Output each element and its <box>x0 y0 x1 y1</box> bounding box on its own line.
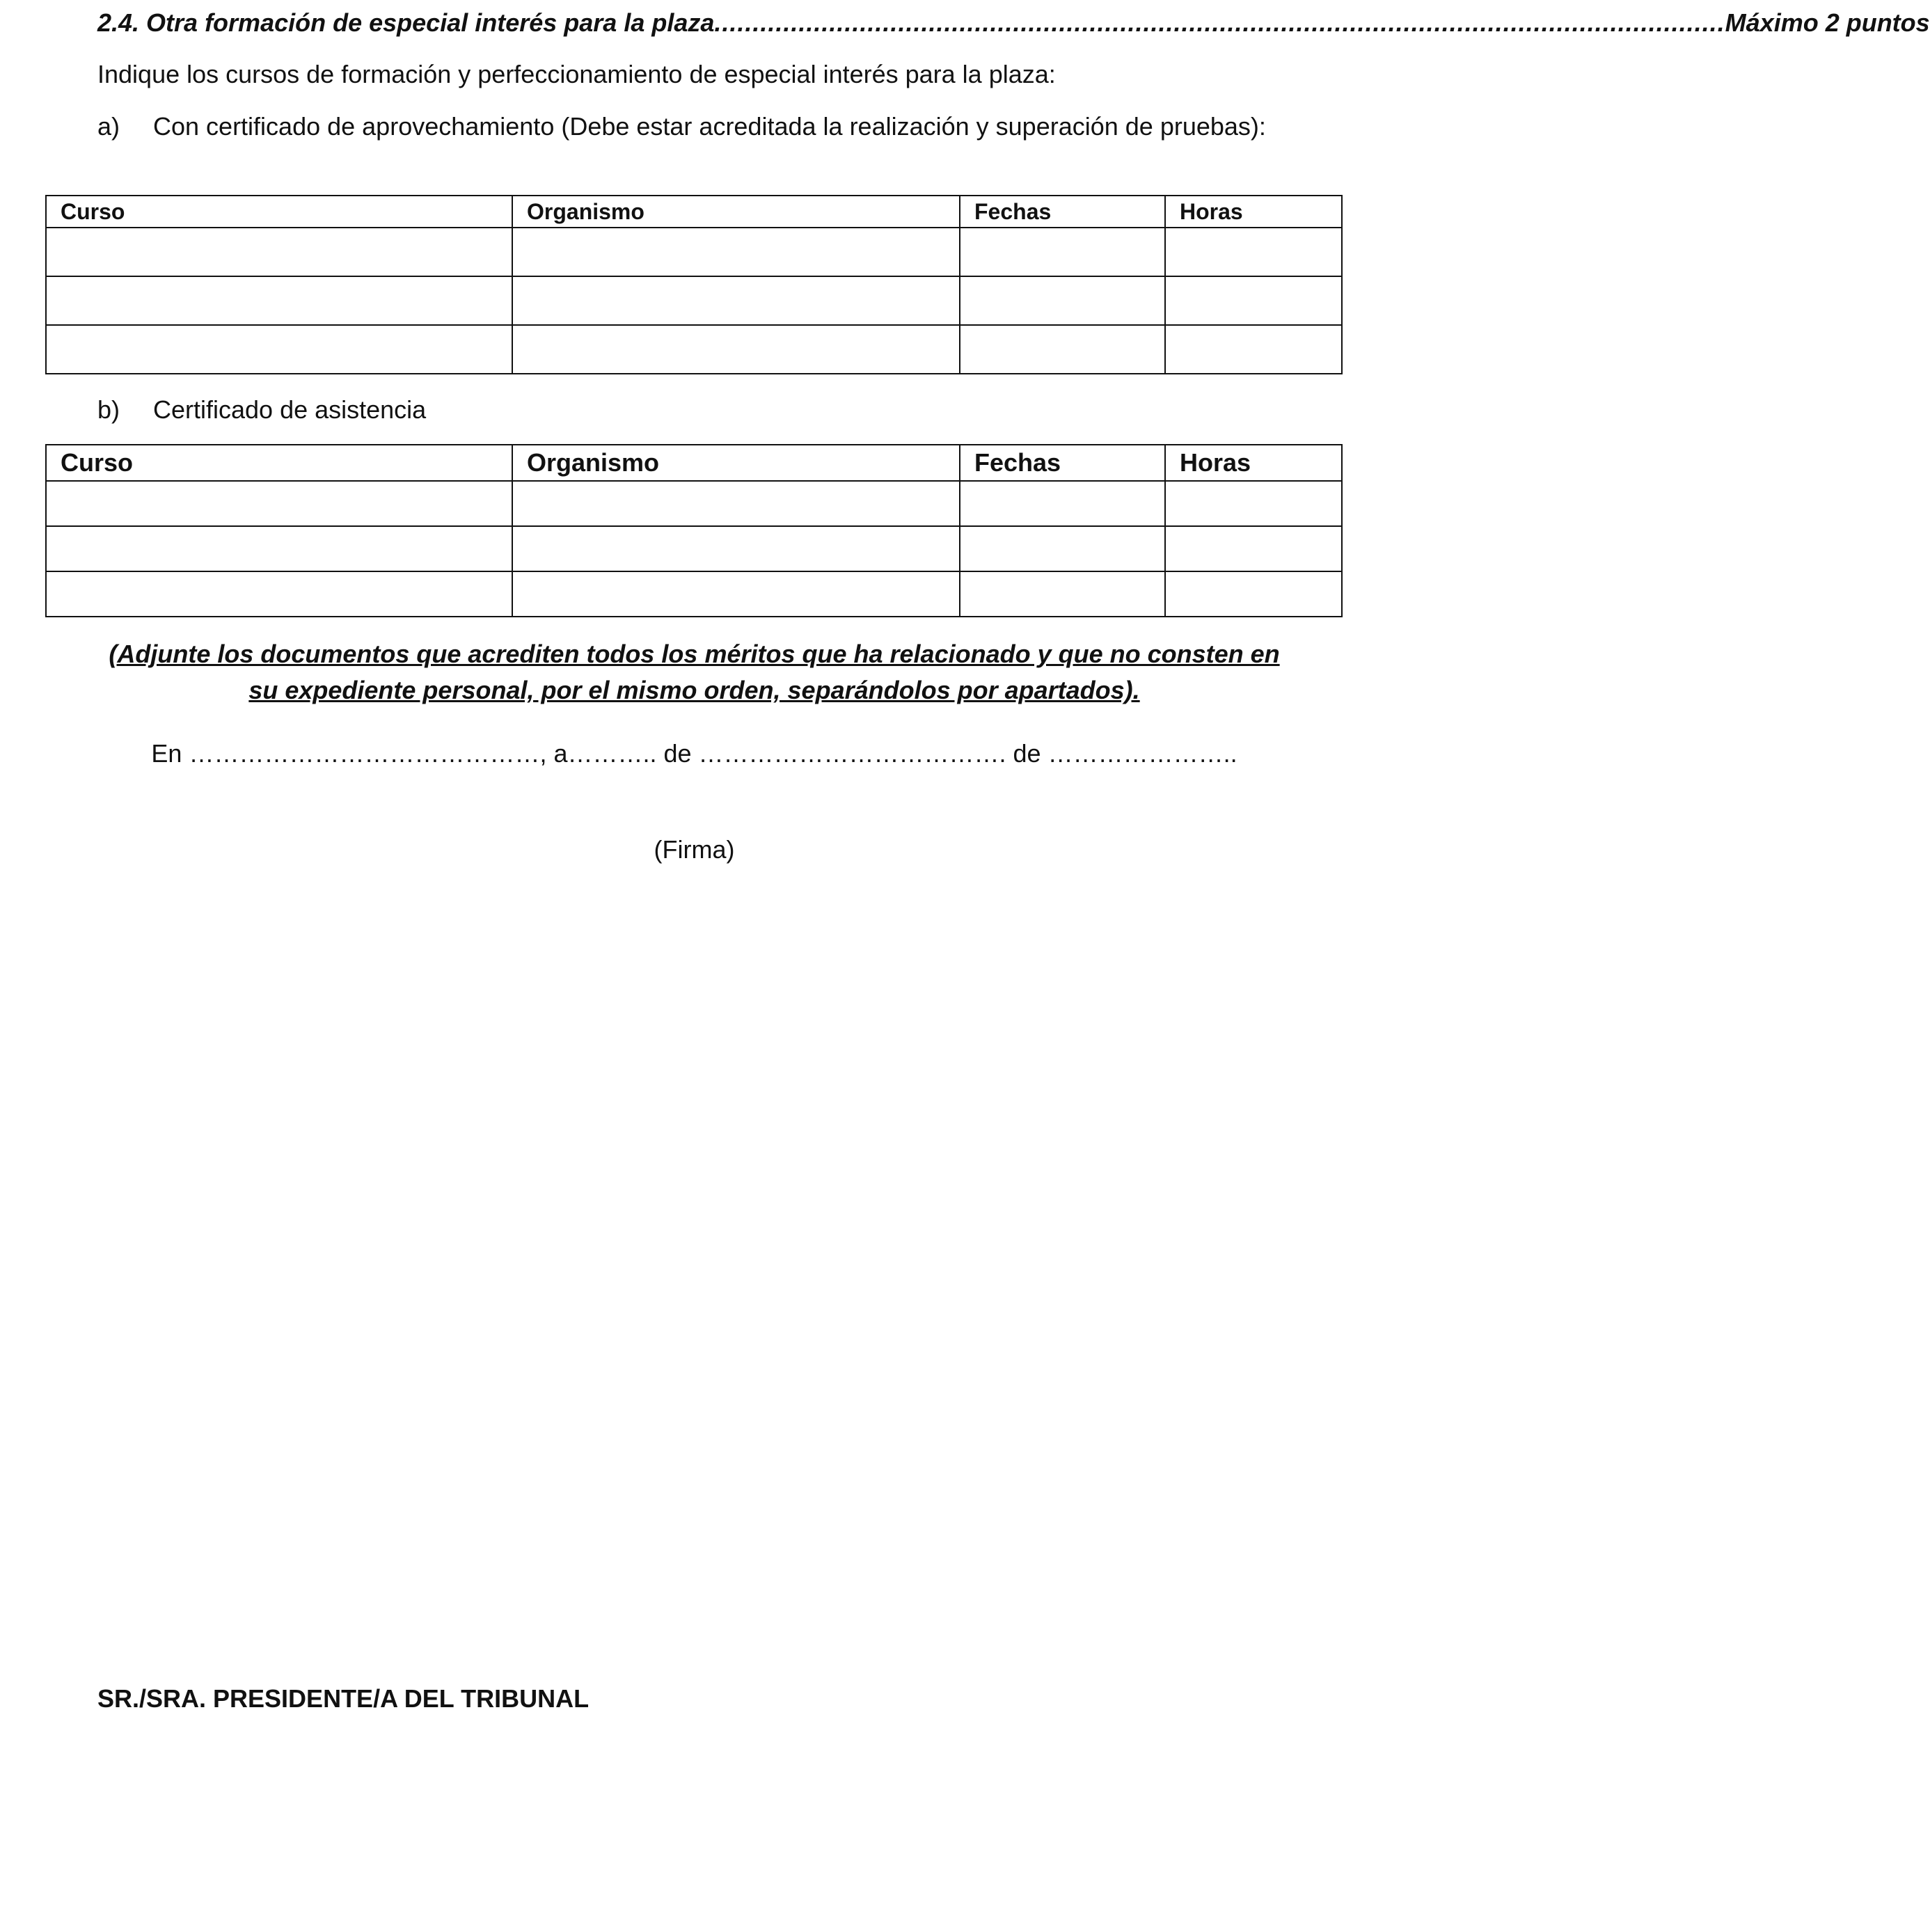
cell-curso[interactable] <box>46 325 512 374</box>
cell-fechas[interactable] <box>960 276 1165 325</box>
col-header-horas: Horas <box>1165 445 1342 481</box>
item-a-marker: a) <box>97 112 120 141</box>
cell-fechas[interactable] <box>960 481 1165 526</box>
col-header-organismo: Organismo <box>512 196 960 228</box>
cell-horas[interactable] <box>1165 526 1342 571</box>
col-header-fechas: Fechas <box>960 196 1165 228</box>
cell-curso[interactable] <box>46 481 512 526</box>
col-header-curso: Curso <box>46 445 512 481</box>
table-row <box>46 526 1342 571</box>
cell-curso[interactable] <box>46 228 512 276</box>
item-a <box>97 111 1288 142</box>
table-row <box>46 571 1342 617</box>
section-title: 2.4. Otra formación de especial interés para la plaza <box>97 8 715 37</box>
cell-horas[interactable] <box>1165 325 1342 374</box>
cell-horas[interactable] <box>1165 571 1342 617</box>
cell-horas[interactable] <box>1165 276 1342 325</box>
col-header-curso: Curso <box>46 196 512 228</box>
intro-text: Indique los cursos de formación y perfeccionamiento de especial interés para la plaza: <box>97 60 1056 88</box>
table-row <box>46 325 1342 374</box>
table-row <box>46 276 1342 325</box>
cell-organismo[interactable] <box>512 526 960 571</box>
cell-curso[interactable] <box>46 526 512 571</box>
table-header-row <box>46 196 1342 228</box>
signature-label: (Firma) <box>654 835 735 864</box>
col-header-organismo: Organismo <box>512 445 960 481</box>
table-header-row <box>46 445 1342 481</box>
item-b-text: Certificado de asistencia <box>153 395 427 424</box>
table-row <box>46 228 1342 276</box>
place-date-line[interactable]: En ……………………………………, a……….. de ………………………………. de ………………….. <box>151 739 1237 768</box>
item-a-text: Con certificado de aprovechamiento (Debe estar acreditada la realización y superación de pruebas): <box>153 112 1266 141</box>
col-header-horas: Horas <box>1165 196 1342 228</box>
attachment-note-line2: su expediente personal, por el mismo orden, separándolos por apartados). <box>248 676 1140 704</box>
cell-organismo[interactable] <box>512 481 960 526</box>
cell-organismo[interactable] <box>512 228 960 276</box>
cell-curso[interactable] <box>46 571 512 617</box>
max-points: Máximo 2 puntos <box>1725 8 1930 37</box>
table-row <box>46 481 1342 526</box>
cell-fechas[interactable] <box>960 571 1165 617</box>
cell-horas[interactable] <box>1165 228 1342 276</box>
item-b <box>97 395 426 425</box>
cell-organismo[interactable] <box>512 571 960 617</box>
cell-fechas[interactable] <box>960 526 1165 571</box>
cell-organismo[interactable] <box>512 276 960 325</box>
col-header-fechas: Fechas <box>960 445 1165 481</box>
cell-horas[interactable] <box>1165 481 1342 526</box>
cell-organismo[interactable] <box>512 325 960 374</box>
addressee: SR./SRA. PRESIDENTE/A DEL TRIBUNAL <box>97 1684 590 1713</box>
section-heading <box>97 8 1930 38</box>
cell-fechas[interactable] <box>960 228 1165 276</box>
cell-fechas[interactable] <box>960 325 1165 374</box>
dot-leader: .................................................................................................................................... <box>714 8 1725 37</box>
table-certificado-asistencia <box>45 444 1343 617</box>
item-b-marker: b) <box>97 395 120 424</box>
attachment-note-line1: (Adjunte los documentos que acrediten todos los méritos que ha relacionado y que no consten en <box>109 640 1280 668</box>
cell-curso[interactable] <box>46 276 512 325</box>
attachment-note <box>70 636 1319 708</box>
table-certificado-aprovechamiento <box>45 195 1343 374</box>
